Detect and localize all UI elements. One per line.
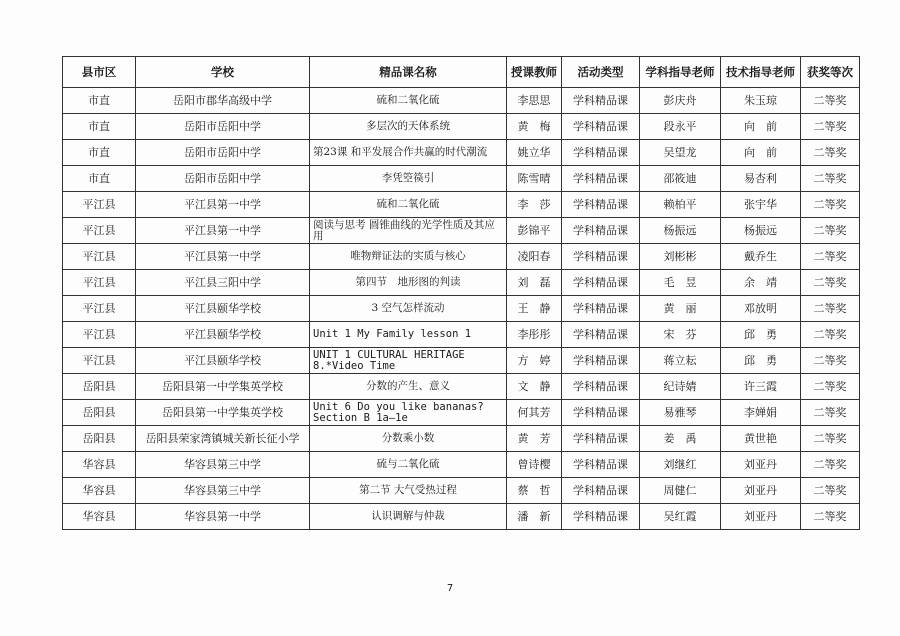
county-cell: 市直 (63, 114, 136, 140)
award-cell: 二等奖 (801, 218, 860, 244)
school-cell: 岳阳县第一中学集英学校 (136, 374, 310, 400)
teacher-cell: 文 静 (507, 374, 562, 400)
header-teacher: 授课教师 (507, 57, 562, 88)
county-cell: 市直 (63, 166, 136, 192)
school-cell: 平江县第一中学 (136, 244, 310, 270)
table-row (63, 400, 860, 426)
subject-advisor-cell: 纪诗婧 (640, 374, 721, 400)
school-cell: 华容县第三中学 (136, 452, 310, 478)
teacher-cell: 刘 磊 (507, 270, 562, 296)
activity-type-cell: 学科精品课 (562, 504, 640, 530)
subject-advisor-cell: 邵筱迪 (640, 166, 721, 192)
activity-type-cell: 学科精品课 (562, 426, 640, 452)
header-school: 学校 (136, 57, 310, 88)
tech-advisor-cell: 杨振远 (721, 218, 801, 244)
course-cell: 第二节 大气受热过程 (310, 478, 507, 504)
school-cell: 华容县第一中学 (136, 504, 310, 530)
award-cell: 二等奖 (801, 322, 860, 348)
award-cell: 二等奖 (801, 374, 860, 400)
teacher-cell: 黄 芳 (507, 426, 562, 452)
table-row (63, 88, 860, 114)
table-row (63, 218, 860, 244)
school-cell: 岳阳市郡华高级中学 (136, 88, 310, 114)
activity-type-cell: 学科精品课 (562, 270, 640, 296)
award-cell: 二等奖 (801, 478, 860, 504)
course-cell: 唯物辩证法的实质与核心 (310, 244, 507, 270)
tech-advisor-cell: 余 靖 (721, 270, 801, 296)
teacher-cell: 李思思 (507, 88, 562, 114)
table-row (63, 166, 860, 192)
school-cell: 平江县颐华学校 (136, 296, 310, 322)
activity-type-cell: 学科精品课 (562, 88, 640, 114)
activity-type-cell: 学科精品课 (562, 296, 640, 322)
award-cell: 二等奖 (801, 244, 860, 270)
activity-type-cell: 学科精品课 (562, 140, 640, 166)
header-tech-advisor: 技术指导老师 (721, 57, 801, 88)
activity-type-cell: 学科精品课 (562, 244, 640, 270)
table-body (63, 88, 860, 530)
activity-type-cell: 学科精品课 (562, 322, 640, 348)
teacher-cell: 彭锦平 (507, 218, 562, 244)
teacher-cell: 姚立华 (507, 140, 562, 166)
activity-type-cell: 学科精品课 (562, 166, 640, 192)
header-county: 县市区 (63, 57, 136, 88)
subject-advisor-cell: 黄 丽 (640, 296, 721, 322)
county-cell: 岳阳县 (63, 400, 136, 426)
course-cell: 李凭箜篌引 (310, 166, 507, 192)
school-cell: 平江县三阳中学 (136, 270, 310, 296)
award-cell: 二等奖 (801, 348, 860, 374)
table-row (63, 270, 860, 296)
tech-advisor-cell: 向 前 (721, 114, 801, 140)
award-cell: 二等奖 (801, 452, 860, 478)
course-cell: 硫和二氧化硫 (310, 192, 507, 218)
course-cell: 阅读与思考 圆锥曲线的光学性质及其应用 (310, 218, 507, 244)
tech-advisor-cell: 刘亚丹 (721, 504, 801, 530)
school-cell: 平江县第一中学 (136, 218, 310, 244)
activity-type-cell: 学科精品课 (562, 192, 640, 218)
teacher-cell: 潘 新 (507, 504, 562, 530)
county-cell: 平江县 (63, 348, 136, 374)
teacher-cell: 凌阳春 (507, 244, 562, 270)
table-row (63, 348, 860, 374)
tech-advisor-cell: 向 前 (721, 140, 801, 166)
county-cell: 市直 (63, 140, 136, 166)
course-cell: 多层次的天体系统 (310, 114, 507, 140)
table-row (63, 192, 860, 218)
teacher-cell: 蔡 哲 (507, 478, 562, 504)
school-cell: 平江县颐华学校 (136, 348, 310, 374)
county-cell: 华容县 (63, 478, 136, 504)
course-cell: 分数的产生、意义 (310, 374, 507, 400)
school-cell: 岳阳县第一中学集英学校 (136, 400, 310, 426)
subject-advisor-cell: 吴红霞 (640, 504, 721, 530)
tech-advisor-cell: 李婵娟 (721, 400, 801, 426)
header-award-level: 获奖等次 (801, 57, 860, 88)
county-cell: 平江县 (63, 244, 136, 270)
course-cell: 认识调解与仲裁 (310, 504, 507, 530)
award-cell: 二等奖 (801, 270, 860, 296)
tech-advisor-cell: 邱 勇 (721, 322, 801, 348)
county-cell: 平江县 (63, 270, 136, 296)
teacher-cell: 陈雪晴 (507, 166, 562, 192)
county-cell: 平江县 (63, 296, 136, 322)
county-cell: 岳阳县 (63, 374, 136, 400)
tech-advisor-cell: 邱 勇 (721, 348, 801, 374)
county-cell: 平江县 (63, 218, 136, 244)
subject-advisor-cell: 姜 禹 (640, 426, 721, 452)
course-cell: 3 空气怎样流动 (310, 296, 507, 322)
subject-advisor-cell: 易雅琴 (640, 400, 721, 426)
award-cell: 二等奖 (801, 296, 860, 322)
award-cell: 二等奖 (801, 504, 860, 530)
county-cell: 市直 (63, 88, 136, 114)
table-row (63, 374, 860, 400)
course-cell: 第23课 和平发展合作共赢的时代潮流 (310, 140, 507, 166)
course-cell: 分数乘小数 (310, 426, 507, 452)
award-cell: 二等奖 (801, 140, 860, 166)
table-row (63, 452, 860, 478)
table-row (63, 322, 860, 348)
award-cell: 二等奖 (801, 114, 860, 140)
subject-advisor-cell: 段永平 (640, 114, 721, 140)
activity-type-cell: 学科精品课 (562, 218, 640, 244)
teacher-cell: 李彤彤 (507, 322, 562, 348)
teacher-cell: 黄 梅 (507, 114, 562, 140)
teacher-cell: 李 莎 (507, 192, 562, 218)
activity-type-cell: 学科精品课 (562, 452, 640, 478)
tech-advisor-cell: 许三霞 (721, 374, 801, 400)
tech-advisor-cell: 张宇华 (721, 192, 801, 218)
course-cell: 硫与二氧化硫 (310, 452, 507, 478)
subject-advisor-cell: 刘继红 (640, 452, 721, 478)
teacher-cell: 王 静 (507, 296, 562, 322)
school-cell: 平江县第一中学 (136, 192, 310, 218)
table-row (63, 296, 860, 322)
county-cell: 华容县 (63, 452, 136, 478)
school-cell: 岳阳县荣家湾镇城关新长征小学 (136, 426, 310, 452)
tech-advisor-cell: 易杏利 (721, 166, 801, 192)
course-cell: Unit 6 Do you like bananas? Section B 1a—1e (310, 400, 507, 426)
tech-advisor-cell: 刘亚丹 (721, 452, 801, 478)
awards-table (62, 56, 860, 530)
header-course: 精品课名称 (310, 57, 507, 88)
award-cell: 二等奖 (801, 192, 860, 218)
teacher-cell: 方 婷 (507, 348, 562, 374)
school-cell: 平江县颐华学校 (136, 322, 310, 348)
tech-advisor-cell: 黄世艳 (721, 426, 801, 452)
table-row (63, 140, 860, 166)
course-cell: 硫和二氧化硫 (310, 88, 507, 114)
school-cell: 岳阳市岳阳中学 (136, 114, 310, 140)
course-cell: UNIT 1 CULTURAL HERITAGE 8.*Video Time (310, 348, 507, 374)
subject-advisor-cell: 彭庆舟 (640, 88, 721, 114)
table-row (63, 478, 860, 504)
school-cell: 华容县第三中学 (136, 478, 310, 504)
county-cell: 岳阳县 (63, 426, 136, 452)
course-cell: Unit 1 My Family lesson 1 (310, 322, 507, 348)
subject-advisor-cell: 蒋立耘 (640, 348, 721, 374)
award-cell: 二等奖 (801, 88, 860, 114)
subject-advisor-cell: 周健仁 (640, 478, 721, 504)
subject-advisor-cell: 赖柏平 (640, 192, 721, 218)
activity-type-cell: 学科精品课 (562, 478, 640, 504)
tech-advisor-cell: 刘亚丹 (721, 478, 801, 504)
award-cell: 二等奖 (801, 166, 860, 192)
award-cell: 二等奖 (801, 426, 860, 452)
table-row (63, 244, 860, 270)
county-cell: 华容县 (63, 504, 136, 530)
award-cell: 二等奖 (801, 400, 860, 426)
tech-advisor-cell: 戴乔生 (721, 244, 801, 270)
tech-advisor-cell: 朱玉琼 (721, 88, 801, 114)
header-activity-type: 活动类型 (562, 57, 640, 88)
table-row (63, 504, 860, 530)
table-row (63, 114, 860, 140)
subject-advisor-cell: 杨振远 (640, 218, 721, 244)
county-cell: 平江县 (63, 192, 136, 218)
table-row (63, 426, 860, 452)
subject-advisor-cell: 毛 昱 (640, 270, 721, 296)
teacher-cell: 何其芳 (507, 400, 562, 426)
header-subject-advisor: 学科指导老师 (640, 57, 721, 88)
activity-type-cell: 学科精品课 (562, 348, 640, 374)
subject-advisor-cell: 吴望龙 (640, 140, 721, 166)
page-number: 7 (446, 583, 454, 594)
course-cell: 第四节 地形图的判读 (310, 270, 507, 296)
subject-advisor-cell: 宋 芬 (640, 322, 721, 348)
school-cell: 岳阳市岳阳中学 (136, 166, 310, 192)
activity-type-cell: 学科精品课 (562, 400, 640, 426)
activity-type-cell: 学科精品课 (562, 114, 640, 140)
school-cell: 岳阳市岳阳中学 (136, 140, 310, 166)
tech-advisor-cell: 邓放明 (721, 296, 801, 322)
county-cell: 平江县 (63, 322, 136, 348)
activity-type-cell: 学科精品课 (562, 374, 640, 400)
subject-advisor-cell: 刘彬彬 (640, 244, 721, 270)
teacher-cell: 曾诗樱 (507, 452, 562, 478)
table-header-row (63, 57, 860, 88)
